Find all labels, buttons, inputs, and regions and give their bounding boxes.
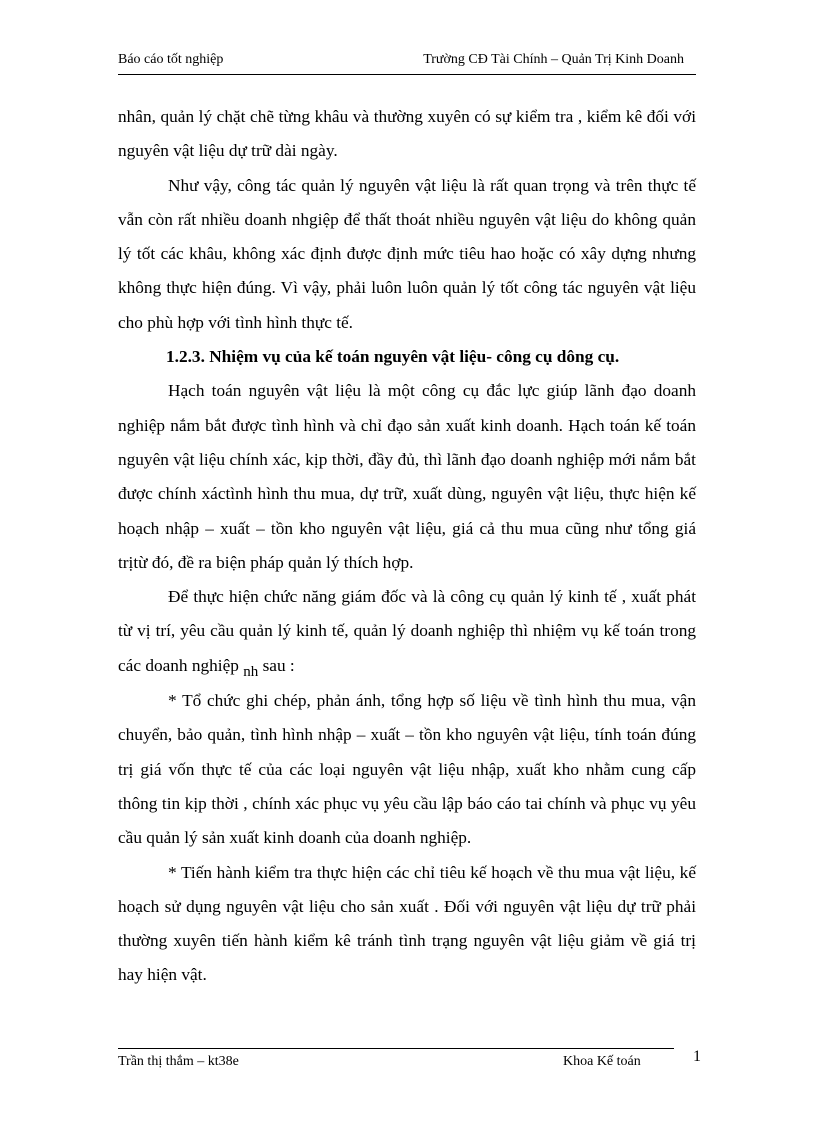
paragraph: nhân, quản lý chặt chẽ từng khâu và thường xuyên có sự kiểm tra , kiểm kê đối với nguyên vật liệu dự trữ dài ngày. [118,107,696,161]
paragraph [118,580,696,684]
header-school-name: Trường CĐ Tài Chính – Quản Trị Kinh Doanh [423,52,684,67]
paragraph: Như vậy, công tác quản lý nguyên vật liệu là rất quan trọng và trên thực tế vẫn còn rất nhiều doanh nhgiệp để thất thoát nhiều nguyên vật liệu do không quản lý tốt các khâu, không xác định được định mức tiêu hao hoặc có xây dựng nhưng không thực hiện đúng. Vì vậy, phải luôn luôn quản lý tốt công tác nguyên vật liệu cho phù hợp với tình hình thực tế. [118,175,696,332]
paragraph: * Tổ chức ghi chép, phản ánh, tổng hợp số liệu về tình hình thu mua, vận chuyển, bảo quản, tình hình nhập – xuất – tồn kho nguyên vật liệu, tính toán đúng trị giá vốn thực tế của các loại nguyên vật liệu nhập, xuất kho nhằm cung cấp thông tin kịp thời , chính xác phục vụ yêu cầu lập báo cáo tai chính và phục vụ yêu cầu quản lý sản xuất kinh doanh của doanh nghiệp. [118,691,696,848]
document-body [118,100,696,993]
paragraph-fragment: nh [243,663,259,680]
page-number: 1 [693,1048,701,1065]
paragraph: Hạch toán nguyên vật liệu là một công cụ đắc lực giúp lãnh đạo doanh nghiệp nắm bắt được tình hình và chỉ đạo sản xuất kinh doanh. Hạch toán kế toán nguyên vật liệu chính xác, kịp thời, đầy đủ, thì lãnh đạo doanh nghiệp mới nắm bắt được chính xáctình hình thu mua, dự trữ, xuất dùng, nguyên vật liệu, thực hiện kế hoạch nhập – xuất – tồn kho nguyên vật liệu, giá cả thu mua cũng như tổng giá trịtừ đó, đề ra biện pháp quản lý thích hợp. [118,381,696,572]
section-heading: 1.2.3. Nhiệm vụ của kế toán nguyên vật liệu- công cụ dông cụ. [166,347,620,367]
footer-author: Trần thị thắm – kt38e [118,1054,239,1069]
paragraph: * Tiến hành kiểm tra thực hiện các chỉ tiêu kế hoạch về thu mua vật liệu, kế hoạch sử dụng nguyên vật liệu cho sản xuất . Đối với nguyên vật liệu dự trữ phải thường xuyên tiến hành kiểm kê tránh tình trạng nguyên vật liệu giảm về giá trị hay hiện vật. [118,862,696,985]
page-header [118,52,696,75]
footer-rule [118,1048,674,1049]
paragraph-text: sau : [262,655,295,675]
paragraph-text: Để thực hiện chức năng giám đốc và là công cụ quản lý kinh tế , xuất phát từ vị trí, yêu cầu quản lý kinh tế, quản lý doanh nghiệp thì nhiệm vụ kế toán trong các doanh nghiệp [118,587,696,675]
footer-department: Khoa Kế toán [563,1054,641,1069]
header-report-title: Báo cáo tốt nghiệp [118,52,224,67]
